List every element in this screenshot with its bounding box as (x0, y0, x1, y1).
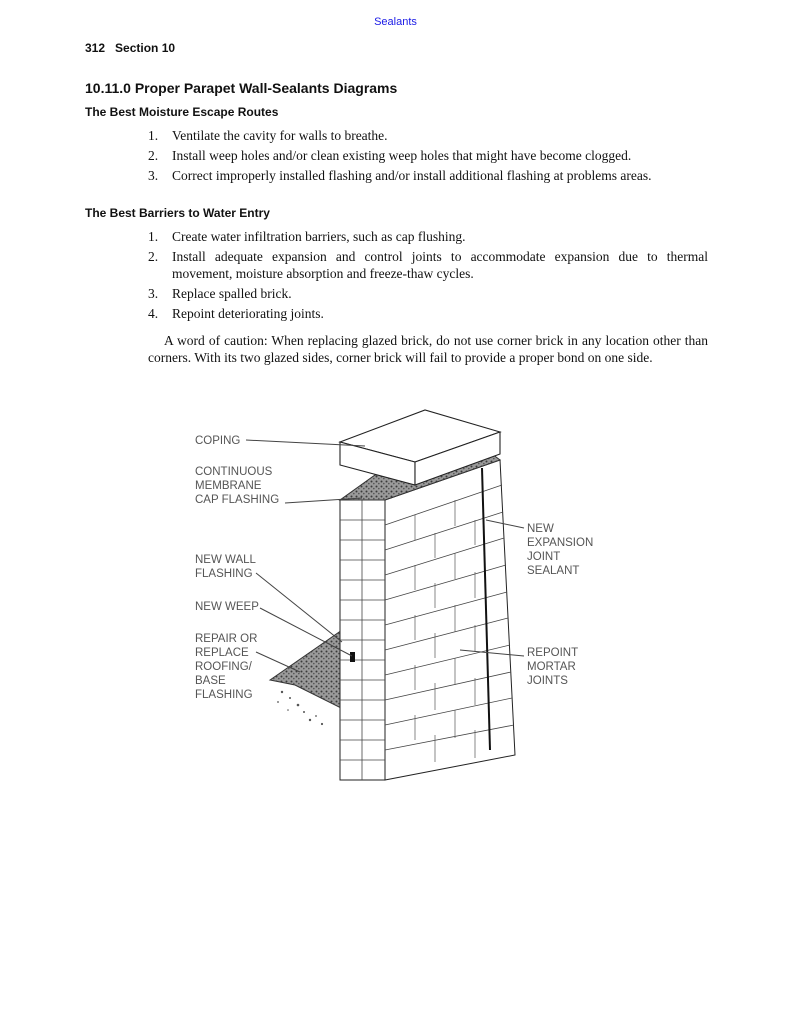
roofing-label-2: REPLACE (195, 647, 249, 659)
list-item (148, 147, 708, 164)
list-item (148, 228, 708, 245)
list-item (148, 305, 708, 322)
section-label: Section 10 (115, 41, 176, 55)
moisture-list (148, 127, 708, 187)
weep-label: NEW WEEP (195, 601, 259, 613)
list-number: 1. (148, 229, 159, 244)
roofing-label-5: FLASHING (195, 689, 253, 701)
list-text: Correct improperly installed flashing and/or install additional flashing at problems areas. (172, 168, 652, 183)
cap-flashing-label-2: MEMBRANE (195, 480, 262, 492)
roofing-label-1: REPAIR OR (195, 633, 258, 645)
roofing-base-flashing (270, 628, 345, 710)
coping-label: COPING (195, 435, 241, 447)
barriers-list (148, 228, 708, 325)
list-number: 4. (148, 306, 159, 321)
list-number: 3. (148, 168, 159, 183)
list-item (148, 167, 708, 184)
list-text: Repoint deteriorating joints. (172, 306, 324, 321)
list-item (148, 285, 708, 302)
section-title: 10.11.0 Proper Parapet Wall-Sealants Diagrams (85, 80, 398, 96)
roofing-label-4: BASE (195, 675, 226, 687)
list-item (148, 127, 708, 144)
barriers-heading: The Best Barriers to Water Entry (85, 206, 270, 220)
list-number: 3. (148, 286, 159, 301)
repoint-label-1: REPOINT (527, 647, 579, 659)
repoint-label-2: MORTAR (527, 661, 576, 673)
caution-paragraph: A word of caution: When replacing glazed brick, do not use corner brick in any location other than corners. With its two glazed sides, corner brick will fail to provide a proper bond on one side. (148, 333, 708, 365)
parapet-wall-diagram (170, 380, 610, 790)
running-header: Sealants (374, 16, 417, 28)
expansion-label-2: EXPANSION (527, 537, 594, 549)
expansion-label-3: JOINT (527, 551, 561, 563)
weep-hole (350, 652, 355, 662)
list-number: 2. (148, 249, 159, 264)
page-header (85, 41, 175, 55)
cap-flashing-label-1: CONTINUOUS (195, 466, 273, 478)
roofing-label-3: ROOFING/ (195, 661, 252, 673)
list-text: Install adequate expansion and control joints to accommodate expansion due to thermal movement, moisture absorption and freeze-thaw cycles. (172, 249, 708, 281)
list-text: Install weep holes and/or clean existing weep holes that might have become clogged. (172, 148, 632, 163)
page-number: 312 (85, 41, 106, 55)
wall-flashing-label-2: FLASHING (195, 568, 253, 580)
moisture-heading: The Best Moisture Escape Routes (85, 105, 279, 119)
list-text: Ventilate the cavity for walls to breathe. (172, 128, 388, 143)
list-text: Replace spalled brick. (172, 286, 292, 301)
list-number: 1. (148, 128, 159, 143)
list-text: Create water infiltration barriers, such as cap flushing. (172, 229, 466, 244)
cap-flashing-label-3: CAP FLASHING (195, 494, 280, 506)
expansion-label-4: SEALANT (527, 565, 580, 577)
list-item (148, 248, 708, 282)
repoint-label-3: JOINTS (527, 675, 568, 687)
list-number: 2. (148, 148, 159, 163)
wall-flashing-label-1: NEW WALL (195, 554, 256, 566)
expansion-label-1: NEW (527, 523, 554, 535)
